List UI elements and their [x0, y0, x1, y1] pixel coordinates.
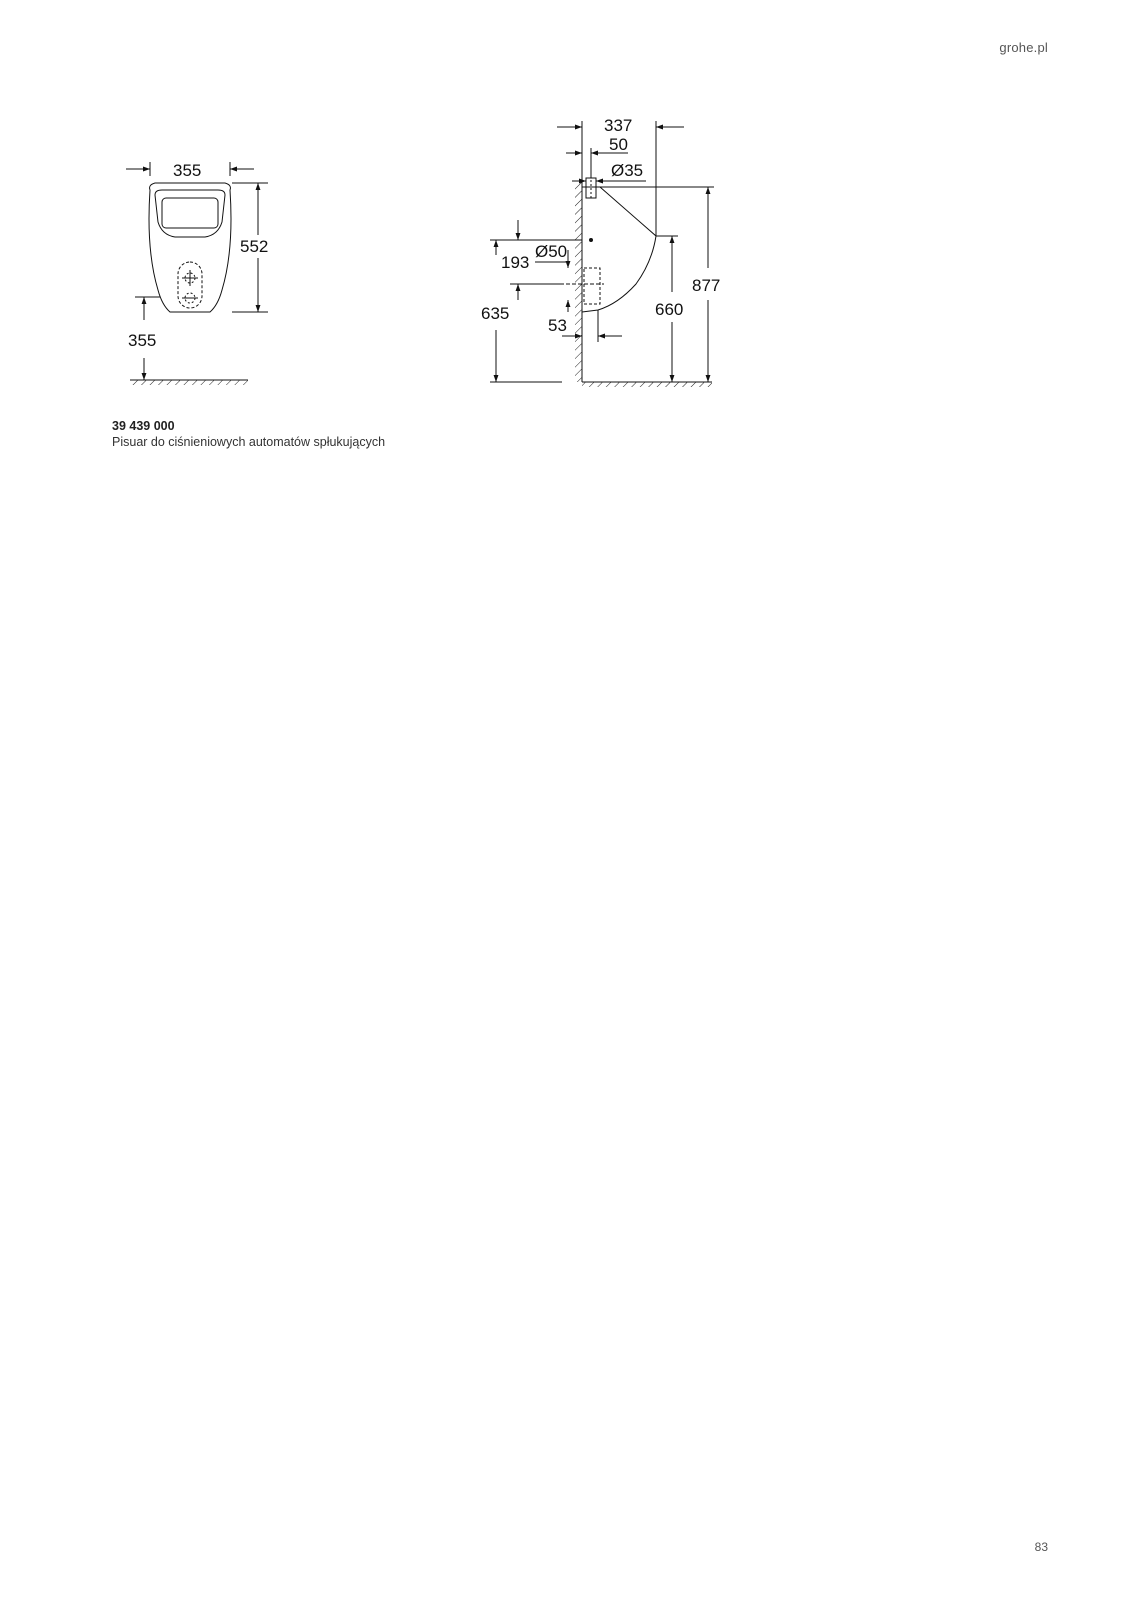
front-mount-height-label: 355 [128, 331, 157, 350]
outlet-fitting [584, 268, 600, 304]
product-caption [112, 418, 385, 450]
urinal-front-outline [149, 183, 231, 312]
side-rim-height-label: 660 [655, 300, 684, 319]
site-url[interactable]: grohe.pl [999, 40, 1048, 55]
side-depth-label: 337 [604, 116, 633, 135]
front-view [126, 162, 268, 385]
front-width-label: 355 [173, 161, 202, 180]
technical-drawing [0, 0, 1132, 460]
side-inlet-offset-label: 50 [609, 135, 628, 154]
front-height-label: 552 [240, 237, 269, 256]
product-description: Pisuar do ciśnieniowych automatów spłukujących [112, 435, 386, 449]
urinal-side-outline [582, 187, 656, 312]
urinal-bowl-opening [155, 190, 225, 237]
side-outlet-height-diff-label: 193 [501, 253, 530, 272]
side-outlet-projection-label: 53 [548, 316, 567, 335]
side-outlet-height-label: 635 [481, 304, 510, 323]
product-code: 39 439 000 [112, 419, 175, 433]
side-total-height-label: 877 [692, 276, 721, 295]
page-number: 83 [1034, 1540, 1048, 1554]
side-inlet-diameter-label: Ø35 [611, 161, 644, 180]
side-outlet-diameter-label: Ø50 [535, 242, 568, 261]
